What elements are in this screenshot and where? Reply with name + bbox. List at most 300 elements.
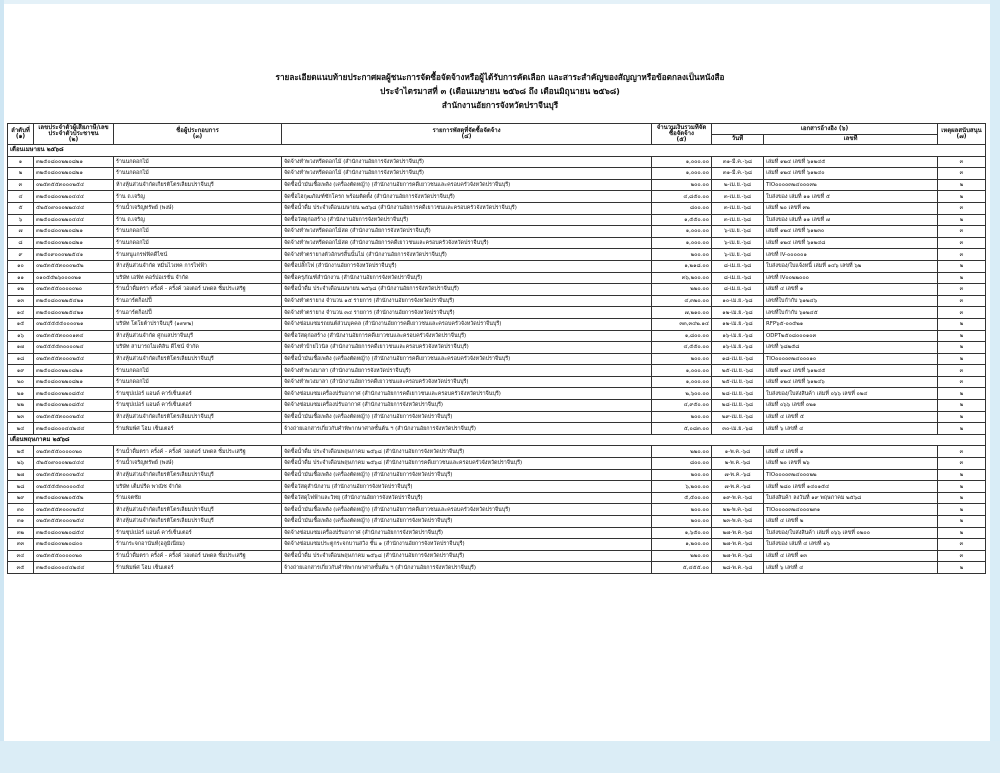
row-item: จัดจ้างซ่อมแซมเครื่องปรับอากาศ (สำนักงานอัยการจังหวัดปราจีนบุรี) bbox=[282, 400, 652, 412]
row-reason: ๓ bbox=[938, 202, 986, 214]
row-no: ๒๕ bbox=[8, 446, 34, 458]
row-vendor: ร้านอาร์ตก็อปปี้ bbox=[114, 295, 282, 307]
row-amount: ๒๐๐.๐๐ bbox=[652, 411, 712, 423]
row-vendor: ห้างหุ้นส่วนจำกัดเกียรติโตรเลียมปราจีนบุรี bbox=[114, 504, 282, 516]
row-taxid: ๐๑๐๕๕๒๖๐๐๐๐๒๑ bbox=[34, 272, 114, 284]
row-reason: ๓ bbox=[938, 365, 986, 377]
row-amount: ๒๒๐.๐๐ bbox=[652, 284, 712, 296]
row-taxid: ๓๒๕๐๘๐๐๒๒๐๘๒๑ bbox=[34, 226, 114, 238]
row-docno: ใบส่งของ/ใบส่งสินค้า เล่มที่ ๐๖๖ เลขที่ ๐๒๐๐ bbox=[764, 527, 938, 539]
row-date: ๒๒-พ.ค.-๖๘ bbox=[712, 504, 764, 516]
row-taxid: ๐๒๕๓๕๕๓๐๐๐๒๕๔ bbox=[34, 411, 114, 423]
row-item: จัดจ้างซ่อมแซมเครื่องปรับอากาศ (สำนักงานอัยการคดีเยาวชนและครอบครัวจังหวัดปราจีนบุรี) bbox=[282, 388, 652, 400]
row-amount: ๑,๐๐๐.๐๐ bbox=[652, 168, 712, 180]
row-date: ๑๒-เม.ย.-๖๘ bbox=[712, 307, 764, 319]
table-row bbox=[8, 260, 986, 272]
row-item: จัดจ้างทำป้ายไวนิล (สำนักงานอัยการคดีเยาวชนและครอบครัวจังหวัดปราจีนบุรี) bbox=[282, 342, 652, 354]
row-vendor: ร้านนกดอกไม้ bbox=[114, 376, 282, 388]
row-item: จัดจ้างทำพวงหรีดดอกไม้ (สำนักงานอัยการจังหวัดปราจีนบุรี) bbox=[282, 156, 652, 168]
row-no: ๔ bbox=[8, 191, 34, 203]
row-date: ๗-พ.ค.-๖๘ bbox=[712, 469, 764, 481]
col-no-label: ลำดับที่ bbox=[11, 127, 30, 134]
row-docno: TIO๐๐๐๐๓๒๔๐๐๐๒๓๑ bbox=[764, 504, 938, 516]
row-reason: ๓ bbox=[938, 539, 986, 551]
row-date: ๒-เม.ย.-๖๘ bbox=[712, 179, 764, 191]
row-reason: ๒ bbox=[938, 388, 986, 400]
row-taxid: ๓๒๕๐๘๐๐๒๒๐๔๔๔ bbox=[34, 214, 114, 226]
row-amount: ๖,๒๐๐.๐๐ bbox=[652, 481, 712, 493]
row-no: ๓๔ bbox=[8, 550, 34, 562]
row-reason: ๒ bbox=[938, 516, 986, 528]
row-docno: ใบส่งของ เล่มที่ ๑๑ เลขที่ ๗ bbox=[764, 214, 938, 226]
row-no: ๕ bbox=[8, 202, 34, 214]
row-date: ๖-เม.ย.-๖๘ bbox=[712, 249, 764, 261]
table-row bbox=[8, 284, 986, 296]
row-date: ๒๗-พ.ค.-๖๘ bbox=[712, 550, 764, 562]
row-item: จัดจ้างซ่อมแซมเครื่องปรับอากาศ (สำนักงานอัยการจังหวัดปราจีนบุรี) bbox=[282, 527, 652, 539]
row-date: ๓-เม.ย.-๖๘ bbox=[712, 202, 764, 214]
row-vendor: ร้านนกดอกไม้ bbox=[114, 156, 282, 168]
row-date: ๗-พ.ค.-๖๘ bbox=[712, 481, 764, 493]
row-docno: เล่มที่ ๔ เลขที่ ๑๓ bbox=[764, 550, 938, 562]
row-docno: ODPT๒๕๐๘๐๐๐๑๐๓ bbox=[764, 330, 938, 342]
row-no: ๒๙ bbox=[8, 492, 34, 504]
row-item: จัดซื้อครุภัณฑ์สำนักงาน (สำนักงานอัยการจังหวัดปราจีนบุรี) bbox=[282, 272, 652, 284]
col-vendor-label: ชื่อผู้ประกอบการ bbox=[176, 127, 219, 134]
row-amount: ๔,๘๕๐.๐๐ bbox=[652, 191, 712, 203]
row-item: จ้างถ่ายเอกสารเกี่ยวกับคำพิพากษาศาลชั้นต้น ฯ (สำนักงานอัยการจังหวัดปราจีนบุรี) bbox=[282, 423, 652, 435]
row-no: ๑๙ bbox=[8, 365, 34, 377]
row-no: ๒๓ bbox=[8, 411, 34, 423]
row-reason: ๒ bbox=[938, 527, 986, 539]
col-vendor-header bbox=[114, 124, 282, 145]
month-group-row bbox=[8, 434, 986, 446]
table-row bbox=[8, 550, 986, 562]
table-row bbox=[8, 318, 986, 330]
row-taxid: ๓๒๕๐๘๐๐๒๒๐๘๒๑ bbox=[34, 156, 114, 168]
row-amount: ๔,๕๕๐.๐๐ bbox=[652, 342, 712, 354]
row-date: ๑๙-พ.ค.-๖๘ bbox=[712, 492, 764, 504]
row-taxid: ๓๒๕๐๘๐๐๒๒๐๘๕๔ bbox=[34, 388, 114, 400]
row-reason: ๓ bbox=[938, 458, 986, 470]
row-no: ๘ bbox=[8, 237, 34, 249]
row-date: ๓๑-มี.ค.-๖๘ bbox=[712, 156, 764, 168]
row-date: ๖-เม.ย.-๖๘ bbox=[712, 237, 764, 249]
row-vendor: ร้านกระจกอานันท์(อลูมิเนียม) bbox=[114, 539, 282, 551]
table-row bbox=[8, 168, 986, 180]
row-reason: ๒ bbox=[938, 353, 986, 365]
row-amount: ๓๓,๓๔๒.๑๔ bbox=[652, 318, 712, 330]
row-item: จัดจ้างซ่อมแซมประตูกระจกบานสวิง ชั้น ๑ (สำนักงานอัยการจังหวัดปราจีนบุรี) bbox=[282, 539, 652, 551]
row-taxid: ๐๒๕๓๕๕๐๐๐๐๐๒๐ bbox=[34, 550, 114, 562]
row-reason: ๒ bbox=[938, 191, 986, 203]
row-amount: ๑,๒๑๘.๐๐ bbox=[652, 260, 712, 272]
row-no: ๒๑ bbox=[8, 388, 34, 400]
row-taxid: ๐๒๕๓๕๕๐๐๐๐๐๒๐ bbox=[34, 446, 114, 458]
row-reason: ๒ bbox=[938, 214, 986, 226]
row-no: ๒๐ bbox=[8, 376, 34, 388]
row-docno: เล่มที่ ๒๐ เลขที่ ๒๖ bbox=[764, 458, 938, 470]
row-taxid: ๓๒๕๐๘๐๐๐๔๔๒๔๔ bbox=[34, 423, 114, 435]
row-vendor: ห้างหุ้นส่วนจำกัดเกียรติโตรเลียมปราจีนบุรี bbox=[114, 469, 282, 481]
table-row bbox=[8, 307, 986, 319]
table-row bbox=[8, 226, 986, 238]
col-amount-index: (๕) bbox=[676, 136, 687, 143]
col-no-header bbox=[8, 124, 34, 145]
row-no: ๑๐ bbox=[8, 260, 34, 272]
row-docno: เล่มที่ ๑๒๔ เลขที่ ๖๑๒๔๕ bbox=[764, 156, 938, 168]
row-vendor: ห้างหุ้นส่วนจำกัดเกียรติโตรเลียมปราจีนบุรี bbox=[114, 179, 282, 191]
table-row bbox=[8, 156, 986, 168]
table-row bbox=[8, 353, 986, 365]
row-taxid: ๓๒๕๐๘๐๐๒๒๐๔๔๔ bbox=[34, 191, 114, 203]
row-date: ๘-เม.ย.-๖๘ bbox=[712, 284, 764, 296]
row-item: จัดจ้างทำตรายาง จำนวน ๓๔ รายการ (สำนักงานอัยการจังหวัดปราจีนบุรี) bbox=[282, 307, 652, 319]
row-amount: ๒๒๐.๐๐ bbox=[652, 446, 712, 458]
month-group-row bbox=[8, 145, 986, 157]
row-date: ๓๑-มี.ค.-๖๘ bbox=[712, 168, 764, 180]
col-reason-index: (๗) bbox=[956, 133, 967, 140]
row-amount: ๘๐๐.๐๐ bbox=[652, 458, 712, 470]
row-taxid: ๓๒๕๐๘๐๐๒๒๐๕๕๒ bbox=[34, 492, 114, 504]
row-docno: ใบส่งของ/ใบแจ้งหนี้ เล่มที่ ๑๔๖ เลขที่ ๖๒ bbox=[764, 260, 938, 272]
row-item: จัดซื้อวัสดุก่อสร้าง (สำนักงานอัยการจังหวัดปราจีนบุรี) bbox=[282, 214, 652, 226]
row-item: จัดซื้อวัสดุไฟฟ้าและวิทยุ (สำนักงานอัยการจังหวัดปราจีนบุรี) bbox=[282, 492, 652, 504]
row-reason: ๒ bbox=[938, 272, 986, 284]
row-taxid: ๐๒๕๓๕๕๓๐๐๐๒๕๒ bbox=[34, 260, 114, 272]
table-row bbox=[8, 446, 986, 458]
row-docno: เลขที่ IV-๐๐๐๐๐๑ bbox=[764, 249, 938, 261]
table-row bbox=[8, 469, 986, 481]
row-docno: เล่มที่ ๐๖๖ เลขที่ ๐๒๑ bbox=[764, 400, 938, 412]
row-amount: ๕,๐๘๓.๐๐ bbox=[652, 423, 712, 435]
row-no: ๓๐ bbox=[8, 504, 34, 516]
row-vendor: ร้านหนูแกรฟฟิคดีไซน์ bbox=[114, 249, 282, 261]
row-taxid: ๐๒๕๓๕๕๓๐๐๐๒๕๔ bbox=[34, 179, 114, 191]
row-reason: ๒ bbox=[938, 400, 986, 412]
row-reason: ๓ bbox=[938, 249, 986, 261]
row-reason: ๓ bbox=[938, 226, 986, 238]
row-vendor: ร้านซุปเปอร์ แอนด์ คาร์เซ็นเตอร์ bbox=[114, 388, 282, 400]
row-docno: RFP๖๕-๐๐๕๒๑ bbox=[764, 318, 938, 330]
row-docno: ใบส่งของ/ใบส่งสินค้า เล่มที่ ๐๖๖ เลขที่ ๐๒๔ bbox=[764, 388, 938, 400]
row-docno: เล่มที่ ๑๒๔ เลขที่ ๖๑๒๔๐ bbox=[764, 168, 938, 180]
table-row bbox=[8, 179, 986, 191]
row-docno: เล่มที่ ๔ เลขที่ ๒ bbox=[764, 516, 938, 528]
col-amount-label: จำนวนเงินรวมที่จัดซื้อจัดจ้าง bbox=[656, 124, 707, 137]
row-taxid: ๓๒๕๐๘๐๐๐๔๔๒๔๔ bbox=[34, 562, 114, 574]
row-amount: ๔,๓๒๐.๐๐ bbox=[652, 295, 712, 307]
row-vendor: ร้าน ถ.เจริญ bbox=[114, 191, 282, 203]
row-docno: เลขที่ใบกำกับ ๖๑๒๔๕ bbox=[764, 307, 938, 319]
month-label: เดือนเมษายน ๒๕๖๘ bbox=[8, 145, 986, 157]
row-item: จัดซื้อน้ำดื่ม ประจำเดือนพฤษภาคม ๒๕๖๘ (สำนักงานอัยการจังหวัดปราจีนบุรี) bbox=[282, 550, 652, 562]
row-date: ๑๖-เม.ย.-๖๘ bbox=[712, 342, 764, 354]
table-row bbox=[8, 504, 986, 516]
row-taxid: ๐๒๕๓๕๕๓๐๐๐๒๕๔ bbox=[34, 504, 114, 516]
row-docno: เล่มที่ ๖ เลขที่ ๔ bbox=[764, 562, 938, 574]
row-taxid: ๓๒๕๐๙๐๐๐๒๒๕๔๑ bbox=[34, 249, 114, 261]
table-row bbox=[8, 388, 986, 400]
table-row bbox=[8, 249, 986, 261]
row-item: จัดจ้างทำพวงมาลา (สำนักงานอัยการคดีเยาวชนและครอบครัวจังหวัดปราจีนบุรี) bbox=[282, 376, 652, 388]
row-item: จัดซื้อน้ำมันเชื้อเพลิง (เครื่องตัดหญ้า) (สำนักงานอัยการคดีเยาวชนและครอบครัวจังหวัดปราจีนบุรี) bbox=[282, 504, 652, 516]
row-item: จัดจ้างทำพวงหรีดดอกไม้สด (สำนักงานอัยการจังหวัดปราจีนบุรี) bbox=[282, 226, 652, 238]
row-item: จัดจ้างทำตรายาง จำนวน ๑๕ รายการ (สำนักงานอัยการจังหวัดปราจีนบุรี) bbox=[282, 295, 652, 307]
row-amount: ๓๖,๒๐๐.๐๐ bbox=[652, 272, 712, 284]
row-taxid: ๐๒๕๓๕๕๐๐๐๐๐๒๐ bbox=[34, 284, 114, 296]
row-taxid: ๓๒๕๐๘๐๐๒๒๐๘๕๔ bbox=[34, 527, 114, 539]
row-vendor: บริษัท สามารถไมเคิลิน ดีไซน์ จำกัด bbox=[114, 342, 282, 354]
row-vendor: ร้านพิมพ์ศ โฮม เซ็นเตอร์ bbox=[114, 562, 282, 574]
row-reason: ๒ bbox=[938, 260, 986, 272]
row-item: จัดจ้างทำพวงหรีดดอกไม้ (สำนักงานอัยการจังหวัดปราจีนบุรี) bbox=[282, 168, 652, 180]
row-amount: ๕,๕๐๐.๐๐ bbox=[652, 492, 712, 504]
row-docno: เล่มที่ ๔ เลขที่ ๑ bbox=[764, 284, 938, 296]
table-row bbox=[8, 481, 986, 493]
row-no: ๑๒ bbox=[8, 284, 34, 296]
row-no: ๙ bbox=[8, 249, 34, 261]
row-docno: เล่มที่ ๒๘๐ เลขที่ ๑๔๐๑๕๔ bbox=[764, 481, 938, 493]
table-header bbox=[8, 124, 986, 145]
row-no: ๑๖ bbox=[8, 330, 34, 342]
col-item-header bbox=[282, 124, 652, 145]
row-amount: ๘๐๐.๐๐ bbox=[652, 202, 712, 214]
row-no: ๑๑ bbox=[8, 272, 34, 284]
row-date: ๒๘-เม.ย.-๖๘ bbox=[712, 388, 764, 400]
row-vendor: ร้านพิมพ์ศ โฮม เซ็นเตอร์ bbox=[114, 423, 282, 435]
row-docno: TIO๐๐๐๐๓๒๔๐๐๐๒๒ bbox=[764, 469, 938, 481]
row-taxid: ๕๒๕๐๙๐๐๐๒๒๔๔๔ bbox=[34, 202, 114, 214]
row-vendor: ร้านน้ำดื่มตรา คริ้งค์ - คริ้งค์ วอเตอร์ นพดล ชิ้มประเสริฐ bbox=[114, 550, 282, 562]
row-date: ๓-เม.ย.-๖๘ bbox=[712, 191, 764, 203]
row-vendor: ร้านน้ำเจริญทรัพย์ (พงษ์) bbox=[114, 202, 282, 214]
row-reason: ๓ bbox=[938, 376, 986, 388]
row-amount: ๒,๖๐๐.๐๐ bbox=[652, 388, 712, 400]
row-vendor: ห้างหุ้นส่วนจำกัด หมิ่นไวเทค การไฟฟ้า bbox=[114, 260, 282, 272]
table-row bbox=[8, 365, 986, 377]
row-reason: ๓ bbox=[938, 168, 986, 180]
row-vendor: ร้านน้ำเจริญทรัพย์ (พงษ์) bbox=[114, 458, 282, 470]
table-row bbox=[8, 400, 986, 412]
row-date: ๑-พ.ค.-๖๘ bbox=[712, 446, 764, 458]
table-row bbox=[8, 539, 986, 551]
row-no: ๑ bbox=[8, 156, 34, 168]
row-reason: ๒ bbox=[938, 423, 986, 435]
row-amount: ๑,๐๐๐.๐๐ bbox=[652, 365, 712, 377]
scan-border-left bbox=[0, 0, 4, 773]
col-taxid-label: เลขประจำตัวผู้เสียภาษี/เลขประจำตัวประชาชน bbox=[38, 124, 109, 137]
row-no: ๖ bbox=[8, 214, 34, 226]
row-reason: ๓ bbox=[938, 550, 986, 562]
row-docno: เล่มที่ ๑๒๔ เลขที่ ๖๑๒๓๐ bbox=[764, 226, 938, 238]
row-taxid: ๓๒๕๐๘๐๐๒๒๐๘๒๑ bbox=[34, 376, 114, 388]
row-vendor: ร้านน้ำดื่มตรา คริ้งค์ - คริ้งค์ วอเตอร์ นพดล ชิ้มประเสริฐ bbox=[114, 446, 282, 458]
row-no: ๓๑ bbox=[8, 516, 34, 528]
row-reason: ๒ bbox=[938, 504, 986, 516]
row-vendor: ร้านนกดอกไม้ bbox=[114, 226, 282, 238]
row-no: ๓ bbox=[8, 179, 34, 191]
row-reason: ๓ bbox=[938, 307, 986, 319]
scan-border-right bbox=[990, 0, 1000, 773]
table-row bbox=[8, 342, 986, 354]
table-row bbox=[8, 202, 986, 214]
row-amount: ๑,๘๐๐.๐๐ bbox=[652, 330, 712, 342]
col-docno-header: เลขที่ bbox=[764, 134, 938, 145]
row-reason: ๒ bbox=[938, 342, 986, 354]
row-item: จัดซื้อน้ำมันเชื้อเพลิง (เครื่องตัดหญ้า) (สำนักงานอัยการคดีเยาวชนและครอบครัวจังหวัดปราจีนบุรี) bbox=[282, 353, 652, 365]
row-docno: เล่มที่ ๒๐ เลขที่ ๓๒ bbox=[764, 202, 938, 214]
row-item: จัดซื้อน้ำดื่ม ประจำเดือนพฤษภาคม ๒๕๖๘ (สำนักงานอัยการจังหวัดปราจีนบุรี) bbox=[282, 446, 652, 458]
row-taxid: ๐๒๕๓๕๕๓๐๐๐๒๕๔ bbox=[34, 353, 114, 365]
row-taxid: ๓๒๕๐๘๐๐๒๒๐๘๒๑ bbox=[34, 365, 114, 377]
row-item: จัดซื้อน้ำดื่ม ประจำเดือนเมษายน ๒๕๖๘ (สำนักงานอัยการจังหวัดปราจีนบุรี) bbox=[282, 284, 652, 296]
row-no: ๒ bbox=[8, 168, 34, 180]
row-date: ๒๕-เม.ย.-๖๘ bbox=[712, 365, 764, 377]
row-taxid: ๐๒๕๓๕๕๓๐๐๐๒๕๔ bbox=[34, 516, 114, 528]
row-item: จ้างถ่ายเอกสารเกี่ยวกับคำพิพากษาศาลชั้นต้น ฯ (สำนักงานอัยการจังหวัดปราจีนบุรี) bbox=[282, 562, 652, 574]
table-row bbox=[8, 411, 986, 423]
row-reason: ๒ bbox=[938, 481, 986, 493]
row-item: จัดจ้างทำพวงหรีดดอกไม้สด (สำนักงานอัยการคดีเยาวชนและครอบครัวจังหวัดปราจีนบุรี) bbox=[282, 237, 652, 249]
col-no-index: (๑) bbox=[15, 133, 26, 140]
row-vendor: ห้างหุ้นส่วนจำกัดเกียรติโตรเลียมปราจีนบุรี bbox=[114, 516, 282, 528]
row-no: ๒๔ bbox=[8, 423, 34, 435]
row-reason: ๒ bbox=[938, 562, 986, 574]
row-item: จัดซื้อวัสดุสำนักงาน (สำนักงานอัยการจังหวัดปราจีนบุรี) bbox=[282, 481, 652, 493]
row-amount: ๒๐๐.๐๐ bbox=[652, 249, 712, 261]
row-date: ๘-เม.ย.-๖๘ bbox=[712, 260, 764, 272]
row-amount: ๑,๒๐๐.๐๐ bbox=[652, 539, 712, 551]
row-docno: เล่มที่ ๖ เลขที่ ๔ bbox=[764, 423, 938, 435]
row-date: ๒๘-พ.ค.-๖๘ bbox=[712, 562, 764, 574]
col-item-index: (๔) bbox=[461, 133, 472, 140]
row-docno: เล่มที่ ๑๒๔ เลขที่ ๖๑๒๔๘ bbox=[764, 237, 938, 249]
row-docno: ใบส่งของ เล่มที่ ๔ เลขที่ ๑๖ bbox=[764, 539, 938, 551]
col-ref-header: เอกสารอ้างอิง (๖) bbox=[712, 124, 938, 135]
row-taxid: ๐๒๕๕๕๕๓๐๐๐๐๕๔ bbox=[34, 481, 114, 493]
row-date: ๒-พ.ค.-๖๘ bbox=[712, 458, 764, 470]
row-amount: ๑,๐๐๐.๐๐ bbox=[652, 226, 712, 238]
row-no: ๒๒ bbox=[8, 400, 34, 412]
table-row bbox=[8, 214, 986, 226]
document-period: ประจำไตรมาสที่ ๓ (เดือนเมษายน ๒๕๖๘ ถึง เดือนมิถุนายน ๒๕๖๘) bbox=[380, 86, 620, 96]
row-reason: ๒ bbox=[938, 179, 986, 191]
row-reason: ๒ bbox=[938, 330, 986, 342]
row-amount: ๔,๙๕๐.๐๐ bbox=[652, 400, 712, 412]
row-date: ๒๗-พ.ค.-๖๘ bbox=[712, 527, 764, 539]
row-date: ๖-เม.ย.-๖๘ bbox=[712, 226, 764, 238]
row-taxid: ๐๒๕๕๕๕๕๐๐๐๐๒๑ bbox=[34, 318, 114, 330]
scan-border-bottom bbox=[0, 741, 1000, 773]
row-date: ๒๘-เม.ย.-๖๘ bbox=[712, 400, 764, 412]
row-no: ๒๖ bbox=[8, 458, 34, 470]
row-amount: ๒๐๐.๐๐ bbox=[652, 353, 712, 365]
row-item: จัดจ้างทำพวงมาลา (สำนักงานอัยการจังหวัดปราจีนบุรี) bbox=[282, 365, 652, 377]
row-vendor: ร้านนกดอกไม้ bbox=[114, 237, 282, 249]
row-no: ๓๓ bbox=[8, 539, 34, 551]
row-amount: ๑,๕๕๐.๐๐ bbox=[652, 214, 712, 226]
row-no: ๓๒ bbox=[8, 527, 34, 539]
row-docno: เล่มที่ ๑๒๔ เลขที่ ๖๑๒๔๖ bbox=[764, 376, 938, 388]
row-taxid: ๐๒๕๓๕๕๓๐๐๐๑๓๔ bbox=[34, 330, 114, 342]
row-item: จัดจ้างซ่อมแซมรถยนต์ส่วนบุคคล (สำนักงานอัยการคดีเยาวชนและครอบครัวจังหวัดปราจีนบุรี) bbox=[282, 318, 652, 330]
table-row bbox=[8, 237, 986, 249]
row-taxid: ๓๒๕๐๘๐๐๒๒๐๘๒๑ bbox=[34, 237, 114, 249]
row-amount: ๑,๖๕๐.๐๐ bbox=[652, 527, 712, 539]
row-vendor: ร้านซุปเปอร์ แอนด์ คาร์เซ็นเตอร์ bbox=[114, 400, 282, 412]
row-vendor: ร้าน ถ.เจริญ bbox=[114, 214, 282, 226]
row-reason: ๒ bbox=[938, 411, 986, 423]
row-item: จัดซื้อไฮกุฒภัณฑ์ซักโครก พร้อมติดตั้ง (สำนักงานอัยการจังหวัดปราจีนบุรี) bbox=[282, 191, 652, 203]
row-taxid: ๓๒๕๐๘๐๐๒๒๕๔๒๑ bbox=[34, 295, 114, 307]
row-no: ๑๗ bbox=[8, 342, 34, 354]
month-label: เดือนพฤษภาคม ๒๕๖๘ bbox=[8, 434, 986, 446]
row-reason: ๓ bbox=[938, 446, 986, 458]
row-date: ๒๕-เม.ย.-๖๘ bbox=[712, 376, 764, 388]
row-reason: ๓ bbox=[938, 295, 986, 307]
row-no: ๓๕ bbox=[8, 562, 34, 574]
col-taxid-index: (๒) bbox=[68, 136, 79, 143]
row-docno: เล่มที่ ๑๒๔ เลขที่ ๖๑๒๔๕ bbox=[764, 365, 938, 377]
row-docno: ใบส่งสินค้า ลงวันที่ ๑๙ พฤษภาคม ๒๕๖๘ bbox=[764, 492, 938, 504]
row-vendor: ร้านน้ำดื่มตรา คริ้งค์ - คริ้งค์ วอเตอร์ นพดล ชิ้มประเสริฐ bbox=[114, 284, 282, 296]
table-row bbox=[8, 458, 986, 470]
col-reason-label: เหตุผลสนับสนุน bbox=[941, 127, 982, 134]
row-amount: ๒๐๐.๐๐ bbox=[652, 504, 712, 516]
row-no: ๗ bbox=[8, 226, 34, 238]
row-vendor: ร้านนกดอกไม้ bbox=[114, 365, 282, 377]
row-no: ๑๓ bbox=[8, 295, 34, 307]
row-docno: เลขที่ IV๐๐๒๒๐๐๐ bbox=[764, 272, 938, 284]
row-item: จัดซื้อน้ำมันเชื้อเพลิง (เครื่องตัดหญ้า) (สำนักงานอัยการคดีเยาวชนและครอบครัวจังหวัดปราจีนบุรี) bbox=[282, 179, 652, 191]
row-vendor: ห้างหุ้นส่วนจำกัดเกียรติโตรเลียมปราจีนบุรี bbox=[114, 411, 282, 423]
table-row bbox=[8, 527, 986, 539]
row-taxid: ๓๒๕๐๘๐๐๒๒๐๘๕๔ bbox=[34, 400, 114, 412]
row-amount: ๒๐๐.๐๐ bbox=[652, 469, 712, 481]
row-vendor: ร้านนกดอกไม้ bbox=[114, 168, 282, 180]
row-taxid: ๓๒๕๐๘๐๐๒๒๕๔๒๑ bbox=[34, 307, 114, 319]
row-vendor: ห้างหุ้นส่วนจำกัดเกียรติโตรเลียมปราจีนบุรี bbox=[114, 353, 282, 365]
row-no: ๑๕ bbox=[8, 318, 34, 330]
row-reason: ๓ bbox=[938, 156, 986, 168]
row-taxid: ๐๒๕๕๕๕๓๐๐๐๐๒๔ bbox=[34, 342, 114, 354]
row-item: จัดซื้อน้ำมันเชื้อเพลิง (เครื่องตัดหญ้า) (สำนักงานอัยการจังหวัดปราจีนบุรี) bbox=[282, 516, 652, 528]
scan-border-top bbox=[0, 0, 1000, 4]
row-vendor: บริษัท เอฟิท คอร์ปอเรชั่น จำกัด bbox=[114, 272, 282, 284]
row-amount: ๑,๐๐๐.๐๐ bbox=[652, 237, 712, 249]
row-date: ๒๗-พ.ค.-๖๘ bbox=[712, 539, 764, 551]
row-vendor: ห้างหุ้นส่วนจำกัด ศูกแสปราจีนบุรี bbox=[114, 330, 282, 342]
row-date: ๘-เม.ย.-๖๘ bbox=[712, 272, 764, 284]
row-docno: เลขที่ ๖๘๒๕๘ bbox=[764, 342, 938, 354]
row-item: จัดซื้อน้ำมันเชื้อเพลิง (เครื่องตัดหญ้า) (สำนักงานอัยการจังหวัดปราจีนบุรี) bbox=[282, 411, 652, 423]
row-taxid: ๓๒๕๐๘๐๐๒๒๐๘๐๐ bbox=[34, 539, 114, 551]
row-item: จัดซื้อวัสดุก่อสร้าง (สำนักงานอัยการคดีเยาวชนและครอบครัวจังหวัดปราจีนบุรี) bbox=[282, 330, 652, 342]
row-taxid: ๕๒๕๐๙๐๐๐๒๒๔๔๔ bbox=[34, 458, 114, 470]
col-item-label: รายการพัสดุที่จัดซื้อจัดจ้าง bbox=[432, 127, 501, 134]
row-no: ๒๗ bbox=[8, 469, 34, 481]
row-amount: ๒๐๐.๐๐ bbox=[652, 516, 712, 528]
col-date-header: วันที่ bbox=[712, 134, 764, 145]
row-docno: เล่มที่ ๔ เลขที่ ๑ bbox=[764, 446, 938, 458]
row-no: ๒๘ bbox=[8, 481, 34, 493]
col-amount-header bbox=[652, 124, 712, 145]
row-date: ๓๐-เม.ย.-๖๘ bbox=[712, 423, 764, 435]
col-taxid-header bbox=[34, 124, 114, 145]
table-row bbox=[8, 295, 986, 307]
row-reason: ๓ bbox=[938, 284, 986, 296]
